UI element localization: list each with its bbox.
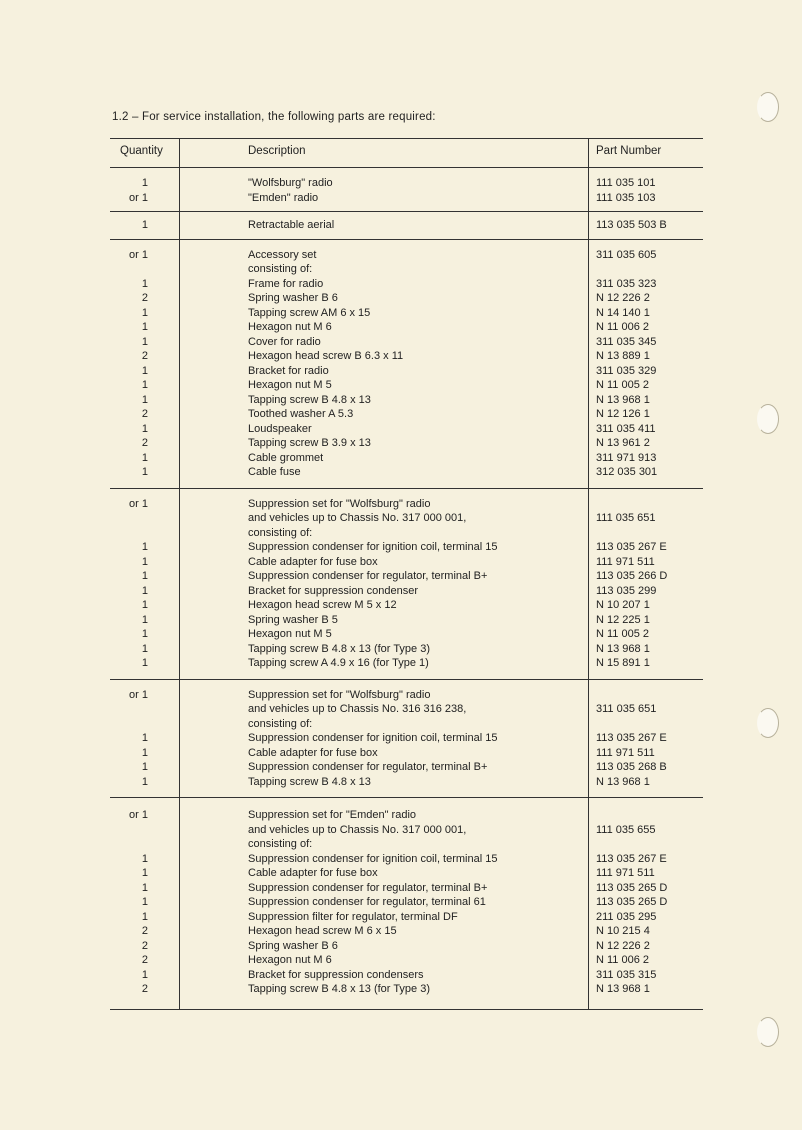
part-number-cell: 111 971 511 (596, 555, 655, 568)
part-number-cell: 113 035 266 D (596, 570, 668, 582)
quantity-cell: 1 (141, 306, 148, 319)
part-number-cell: 113 035 268 B (596, 761, 667, 773)
part-number-cell: 113 035 265 D (596, 896, 668, 908)
punch-hole (757, 92, 779, 122)
description-cell: consisting of: (248, 526, 313, 539)
description-cell: Suppression set for "Wolfsburg" radio (248, 688, 431, 701)
description-cell: and vehicles up to Chassis No. 317 000 001, (248, 512, 467, 524)
part-number-cell: 113 035 267 E (596, 541, 667, 553)
description-cell: Suppression condenser for regulator, terminal B+ (248, 761, 488, 773)
part-number-cell: N 13 889 1 (596, 350, 650, 362)
part-number-cell: N 13 968 1 (596, 642, 650, 655)
table-row (110, 584, 703, 599)
quantity-cell: 1 (141, 896, 148, 908)
part-number-cell: 311 035 411 (596, 422, 656, 435)
table-row (110, 982, 703, 997)
part-number-cell: N 13 968 1 (596, 393, 650, 406)
quantity-cell: 1 (141, 642, 148, 655)
table-row (110, 465, 703, 480)
description-cell: Spring washer B 6 (248, 939, 338, 952)
quantity-cell: 2 (141, 292, 148, 304)
description-cell: Tapping screw B 4.8 x 13 (for Type 3) (248, 983, 430, 995)
description-cell: Hexagon nut M 6 (248, 954, 332, 966)
quantity-cell: 1 (141, 867, 148, 879)
description-cell: Suppression condenser for ignition coil, terminal 15 (248, 852, 498, 865)
description-cell: Cover for radio (248, 335, 321, 348)
table-row (110, 393, 703, 408)
table-row-group (110, 240, 703, 489)
punch-hole (757, 1017, 779, 1047)
quantity-cell: 1 (141, 910, 148, 923)
quantity-cell: 1 (141, 364, 148, 377)
part-number-cell: 113 035 267 E (596, 852, 667, 865)
part-number-cell: 113 035 503 B (596, 219, 667, 231)
table-row (110, 349, 703, 364)
quantity-cell: 1 (141, 761, 148, 773)
quantity-cell: 1 (141, 466, 148, 478)
description-cell: Hexagon head screw M 5 x 12 (248, 599, 397, 611)
description-cell: Cable fuse (248, 466, 301, 478)
part-number-cell: 111 035 101 (596, 177, 656, 189)
part-number-cell: N 13 961 2 (596, 437, 650, 449)
table-row (110, 895, 703, 910)
table-row (110, 775, 703, 790)
quantity-cell: 1 (141, 393, 148, 406)
table-row (110, 924, 703, 939)
part-number-cell: N 11 006 2 (596, 321, 650, 333)
part-number-cell: 311 035 345 (596, 335, 657, 348)
quantity-cell: 1 (141, 335, 148, 348)
table-row (110, 598, 703, 613)
part-number-cell: N 13 968 1 (596, 983, 650, 995)
quantity-cell: or 1 (129, 497, 148, 510)
table-row (110, 291, 703, 306)
quantity-cell: 1 (141, 775, 148, 788)
quantity-cell: or 1 (129, 248, 148, 261)
table-row (110, 746, 703, 761)
quantity-cell: or 1 (129, 191, 148, 204)
quantity-cell: 1 (141, 555, 148, 568)
quantity-cell: 1 (141, 177, 148, 189)
quantity-cell: 1 (141, 881, 148, 894)
table-row (110, 702, 703, 717)
table-row-group (110, 680, 703, 799)
description-cell: consisting of: (248, 263, 313, 275)
description-cell: Tapping screw AM 6 x 15 (248, 306, 371, 319)
part-number-cell: 211 035 295 (596, 910, 657, 923)
table-row-group (110, 489, 703, 680)
quantity-cell: 1 (141, 541, 148, 553)
part-number-cell: 111 035 655 (596, 823, 656, 836)
description-cell: Suppression condenser for ignition coil, terminal 15 (248, 732, 498, 744)
table-row (110, 277, 703, 292)
description-cell: Suppression condenser for ignition coil, terminal 15 (248, 541, 498, 553)
punch-hole (757, 708, 779, 738)
part-number-cell: 311 971 913 (596, 451, 657, 464)
table-row-group (110, 168, 703, 212)
table-row (110, 320, 703, 335)
part-number-cell: N 12 226 2 (596, 939, 650, 952)
header-description: Description (248, 145, 306, 157)
table-row (110, 364, 703, 379)
table-row-group (110, 212, 703, 240)
description-cell: Suppression condenser for regulator, terminal B+ (248, 881, 488, 894)
description-cell: "Wolfsburg" radio (248, 177, 333, 189)
part-number-cell: N 12 126 1 (596, 408, 650, 420)
quantity-cell: 1 (141, 852, 148, 865)
quantity-cell: 2 (141, 925, 148, 937)
description-cell: Loudspeaker (248, 422, 312, 435)
quantity-cell: 1 (141, 968, 148, 981)
punch-hole (757, 404, 779, 434)
part-number-cell: N 10 207 1 (596, 599, 650, 611)
part-number-cell: 311 035 651 (596, 703, 657, 715)
quantity-cell: 2 (141, 350, 148, 362)
quantity-cell: 1 (141, 422, 148, 435)
quantity-cell: or 1 (129, 688, 148, 701)
description-cell: Tapping screw B 4.8 x 13 (for Type 3) (248, 642, 430, 655)
table-row (110, 823, 703, 838)
quantity-cell: 1 (141, 321, 148, 333)
description-cell: Suppression set for "Emden" radio (248, 809, 417, 821)
description-cell: Frame for radio (248, 277, 324, 290)
part-number-cell: 113 035 265 D (596, 881, 668, 894)
description-cell: Bracket for suppression condensers (248, 968, 424, 981)
description-cell: consisting of: (248, 717, 313, 730)
parts-table (110, 138, 703, 1010)
table-header (110, 138, 703, 168)
description-cell: Suppression set for "Wolfsburg" radio (248, 497, 431, 510)
description-cell: Hexagon head screw B 6.3 x 11 (248, 350, 404, 362)
table-row (110, 526, 703, 541)
table-row (110, 613, 703, 628)
table-row (110, 569, 703, 584)
part-number-cell: N 14 140 1 (596, 306, 650, 319)
table-row (110, 451, 703, 466)
table-row (110, 335, 703, 350)
table-row (110, 422, 703, 437)
part-number-cell: N 12 226 2 (596, 292, 650, 304)
description-cell: Hexagon nut M 5 (248, 628, 332, 640)
part-number-cell: 111 035 651 (596, 512, 656, 524)
description-cell: Spring washer B 6 (248, 292, 338, 304)
table-row (110, 218, 703, 233)
table-row (110, 852, 703, 867)
part-number-cell: 111 971 511 (596, 867, 655, 879)
quantity-cell: or 1 (129, 809, 148, 821)
table-row (110, 176, 703, 191)
description-cell: Tapping screw A 4.9 x 16 (for Type 1) (248, 657, 429, 669)
part-number-cell: 311 035 329 (596, 364, 657, 377)
table-row (110, 968, 703, 983)
table-row (110, 881, 703, 896)
table-row (110, 407, 703, 422)
quantity-cell: 2 (141, 437, 148, 449)
description-cell: Toothed washer A 5.3 (248, 408, 354, 420)
part-number-cell: N 10 215 4 (596, 925, 650, 937)
quantity-cell: 1 (141, 746, 148, 759)
description-cell: and vehicles up to Chassis No. 317 000 001, (248, 823, 467, 836)
quantity-cell: 1 (141, 584, 148, 597)
description-cell: Bracket for radio (248, 364, 329, 377)
description-cell: Retractable aerial (248, 219, 335, 231)
table-row (110, 760, 703, 775)
quantity-cell: 1 (141, 451, 148, 464)
part-number-cell: 312 035 301 (596, 466, 658, 478)
table-row (110, 939, 703, 954)
quantity-cell: 2 (141, 408, 148, 420)
header-quantity: Quantity (120, 145, 163, 157)
part-number-cell: 311 035 315 (596, 968, 657, 981)
description-cell: consisting of: (248, 838, 313, 850)
table-row (110, 497, 703, 512)
quantity-cell: 1 (141, 277, 148, 290)
table-row (110, 191, 703, 206)
quantity-cell: 1 (141, 613, 148, 626)
description-cell: Spring washer B 5 (248, 613, 338, 626)
description-cell: Suppression condenser for regulator, terminal B+ (248, 570, 488, 582)
table-row (110, 540, 703, 555)
quantity-cell: 1 (141, 599, 148, 611)
table-row (110, 688, 703, 703)
part-number-cell: 311 035 605 (596, 248, 657, 261)
table-row (110, 837, 703, 852)
description-cell: Hexagon nut M 6 (248, 321, 332, 333)
quantity-cell: 1 (141, 628, 148, 640)
part-number-cell: 111 035 103 (596, 191, 656, 204)
description-cell: Hexagon nut M 5 (248, 379, 332, 391)
table-row (110, 627, 703, 642)
quantity-cell: 2 (141, 954, 148, 966)
quantity-cell: 1 (141, 570, 148, 582)
quantity-cell: 1 (141, 657, 148, 669)
table-row (110, 910, 703, 925)
description-cell: Suppression condenser for regulator, terminal 61 (248, 896, 486, 908)
description-cell: Bracket for suppression condenser (248, 584, 418, 597)
quantity-cell: 2 (141, 939, 148, 952)
part-number-cell: N 12 225 1 (596, 613, 650, 626)
description-cell: Cable adapter for fuse box (248, 746, 378, 759)
table-row (110, 555, 703, 570)
table-row (110, 248, 703, 263)
table-row (110, 953, 703, 968)
table-row-group (110, 798, 703, 1010)
description-cell: Tapping screw B 4.8 x 13 (248, 775, 371, 788)
description-cell: Tapping screw B 4.8 x 13 (248, 393, 371, 406)
table-row (110, 436, 703, 451)
description-cell: "Emden" radio (248, 191, 319, 204)
description-cell: Hexagon head screw M 6 x 15 (248, 925, 397, 937)
table-row (110, 262, 703, 277)
quantity-cell: 2 (141, 983, 148, 995)
part-number-cell: 113 035 299 (596, 584, 657, 597)
description-cell: Accessory set (248, 248, 317, 261)
table-row (110, 642, 703, 657)
description-cell: Tapping screw B 3.9 x 13 (248, 437, 371, 449)
quantity-cell: 1 (141, 219, 148, 231)
part-number-cell: N 11 006 2 (596, 954, 650, 966)
table-row (110, 808, 703, 823)
description-cell: Cable adapter for fuse box (248, 555, 378, 568)
quantity-cell: 1 (141, 732, 148, 744)
quantity-cell: 1 (141, 379, 148, 391)
description-cell: Cable adapter for fuse box (248, 867, 378, 879)
section-heading: 1.2 – For service installation, the following parts are required: (112, 111, 436, 123)
table-row (110, 306, 703, 321)
description-cell: and vehicles up to Chassis No. 316 316 238, (248, 703, 467, 715)
description-cell: Suppression filter for regulator, terminal DF (248, 910, 458, 923)
part-number-cell: N 13 968 1 (596, 775, 650, 788)
table-row (110, 866, 703, 881)
part-number-cell: N 11 005 2 (596, 379, 650, 391)
part-number-cell: N 15 891 1 (596, 657, 650, 669)
part-number-cell: 311 035 323 (596, 277, 657, 290)
description-cell: Cable grommet (248, 451, 324, 464)
table-row (110, 731, 703, 746)
table-row (110, 511, 703, 526)
table-row (110, 717, 703, 732)
part-number-cell: N 11 005 2 (596, 628, 650, 640)
header-part-number: Part Number (596, 145, 662, 157)
table-row (110, 656, 703, 671)
table-row (110, 378, 703, 393)
part-number-cell: 111 971 511 (596, 746, 655, 759)
part-number-cell: 113 035 267 E (596, 732, 667, 744)
